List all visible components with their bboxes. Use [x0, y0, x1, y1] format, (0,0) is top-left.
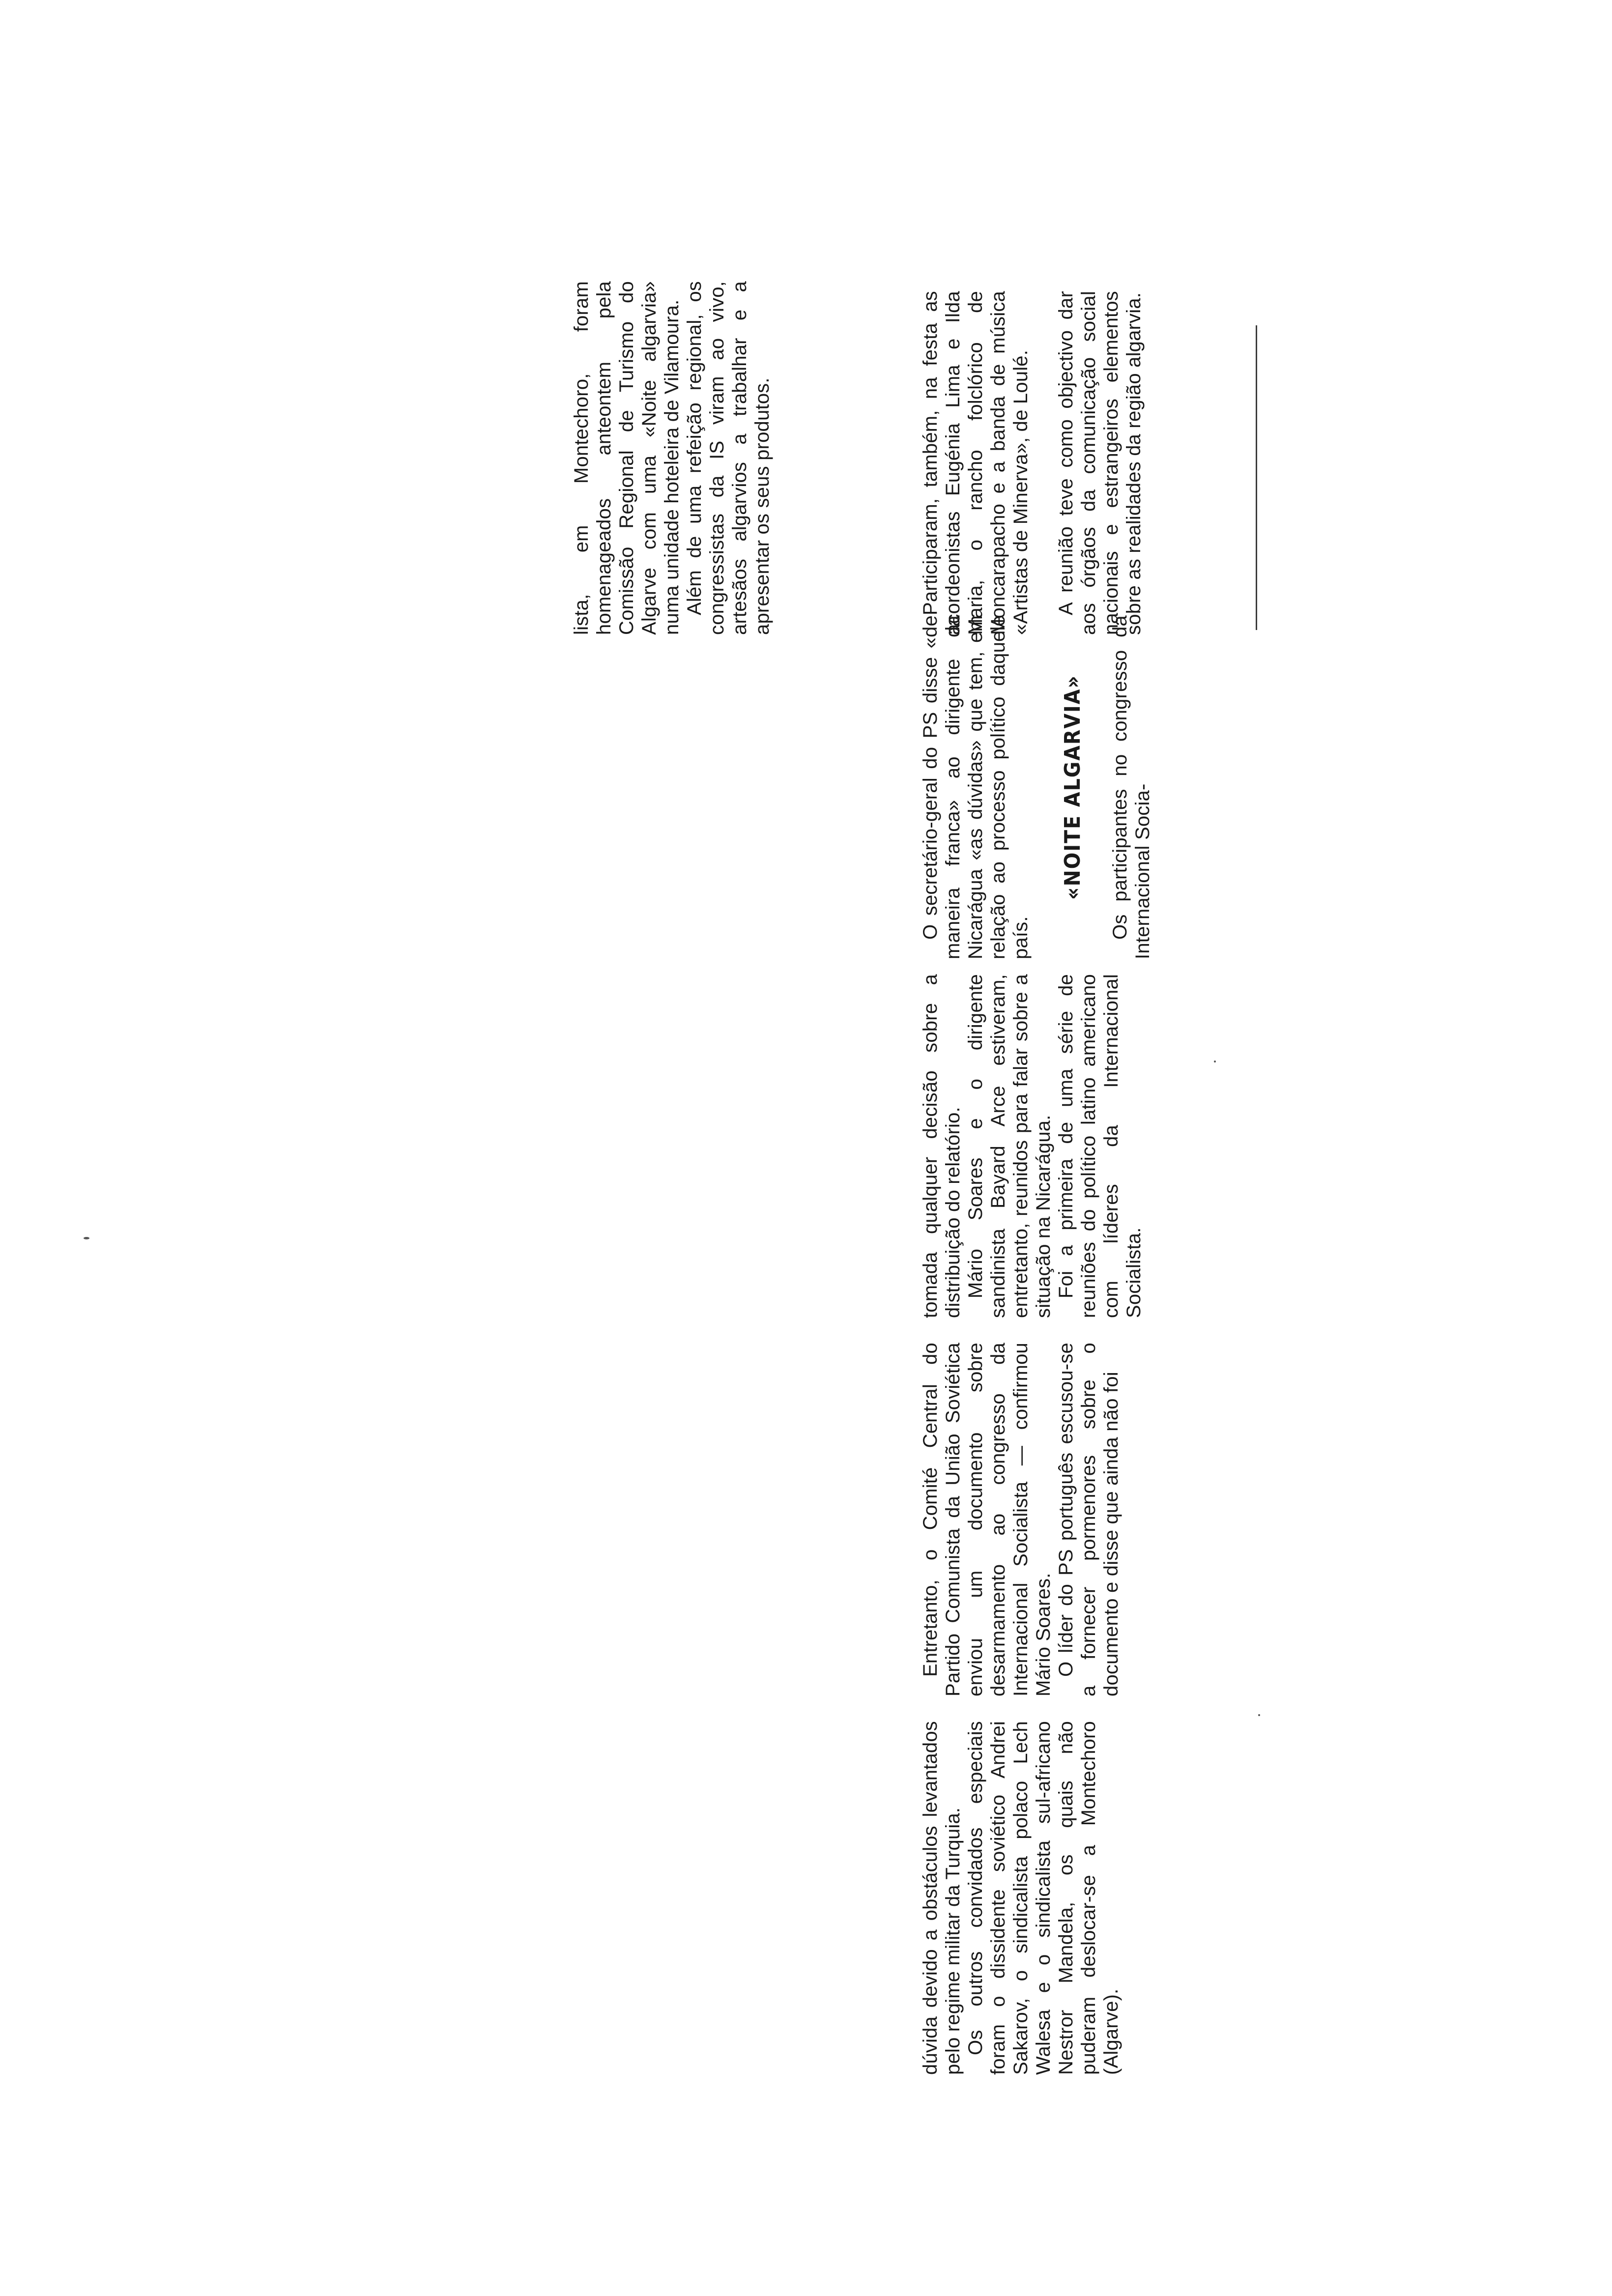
paragraph: Foi a primeira de uma série de reuniões do político latino americano com líderes da Internacional Socialista.: [1055, 974, 1145, 1318]
section-subhead: «NOITE ALGARVIA»: [1060, 675, 1085, 900]
paragraph: Mário Soares e o dirigente sandinista Bayard Arce estiveram, entretanto, reunidos para falar sobre a situação na Nicarágua.: [965, 974, 1054, 1318]
article-column-3: [919, 974, 1145, 1318]
scan-speck: [1214, 1061, 1216, 1062]
paragraph: A reunião teve como objectivo dar aos órgãos da comunicação social nacionais e estrangeiros elementos sobre as realidades da região algarvia.: [1055, 291, 1145, 635]
scan-speck: [1258, 1714, 1260, 1716]
paragraph: O secretário-geral do PS disse «de maneira franca» ao dirigente da Nicarágua «as dúvidas» que tem, em relação ao processo político daquele país.: [920, 615, 1032, 959]
paragraph: Os outros convidados especiais foram o dissidente soviético Andrei Sakarov, o sindicalista polaco Lech Walesa e o sindicalista sul-africano Nestror Mandela, os quais não puderam deslocar-se a Montechoro (Algarve).: [965, 1721, 1122, 2075]
end-rule: [1256, 325, 1257, 630]
article-column-1: [919, 1721, 1123, 2075]
paragraph: Além de uma refeição regional, os congressistas da IS viram ao vivo, artesãos algarvios a trabalhar e a apresentar os seus produtos.: [684, 281, 773, 635]
paragraph: O líder do PS português escusou-se a fornecer pormenores sobre o documento e disse que ainda não foi: [1055, 1343, 1122, 1696]
scan-speck: [84, 1237, 89, 1239]
paragraph: Participaram, também, na festa as acordeonistas Eugénia Lima e Ilda Maria, o rancho folclórico de Moncarapacho e a banda de música «Artistas de Minerva», de Loulé.: [920, 291, 1032, 635]
paragraph: tomada qualquer decisão sobre a distribuição do relatório.: [920, 974, 964, 1318]
article-column-5: [570, 281, 774, 635]
paragraph: Entretanto, o Comité Central do Partido Comunista da União Soviética enviou um documento sobre desarmamento ao congresso da Internacional Socialista — confirmou Mário Soares.: [920, 1343, 1054, 1696]
article-column-2: [919, 1343, 1123, 1696]
paragraph: dúvida devido a obstáculos levantados pelo regime militar da Turquia.: [920, 1721, 964, 2075]
paragraph: lista, em Montechoro, foram homenageados anteontem pela Comissão Regional de Turismo do Algarve com uma «Noite algarvia» numa unidade hoteleira de Vilamoura.: [571, 281, 683, 635]
article-column-6: [919, 291, 1145, 635]
paragraph: Os participantes no congresso da Internacional Socia-: [1109, 615, 1153, 959]
article-column-4: [919, 615, 1154, 959]
